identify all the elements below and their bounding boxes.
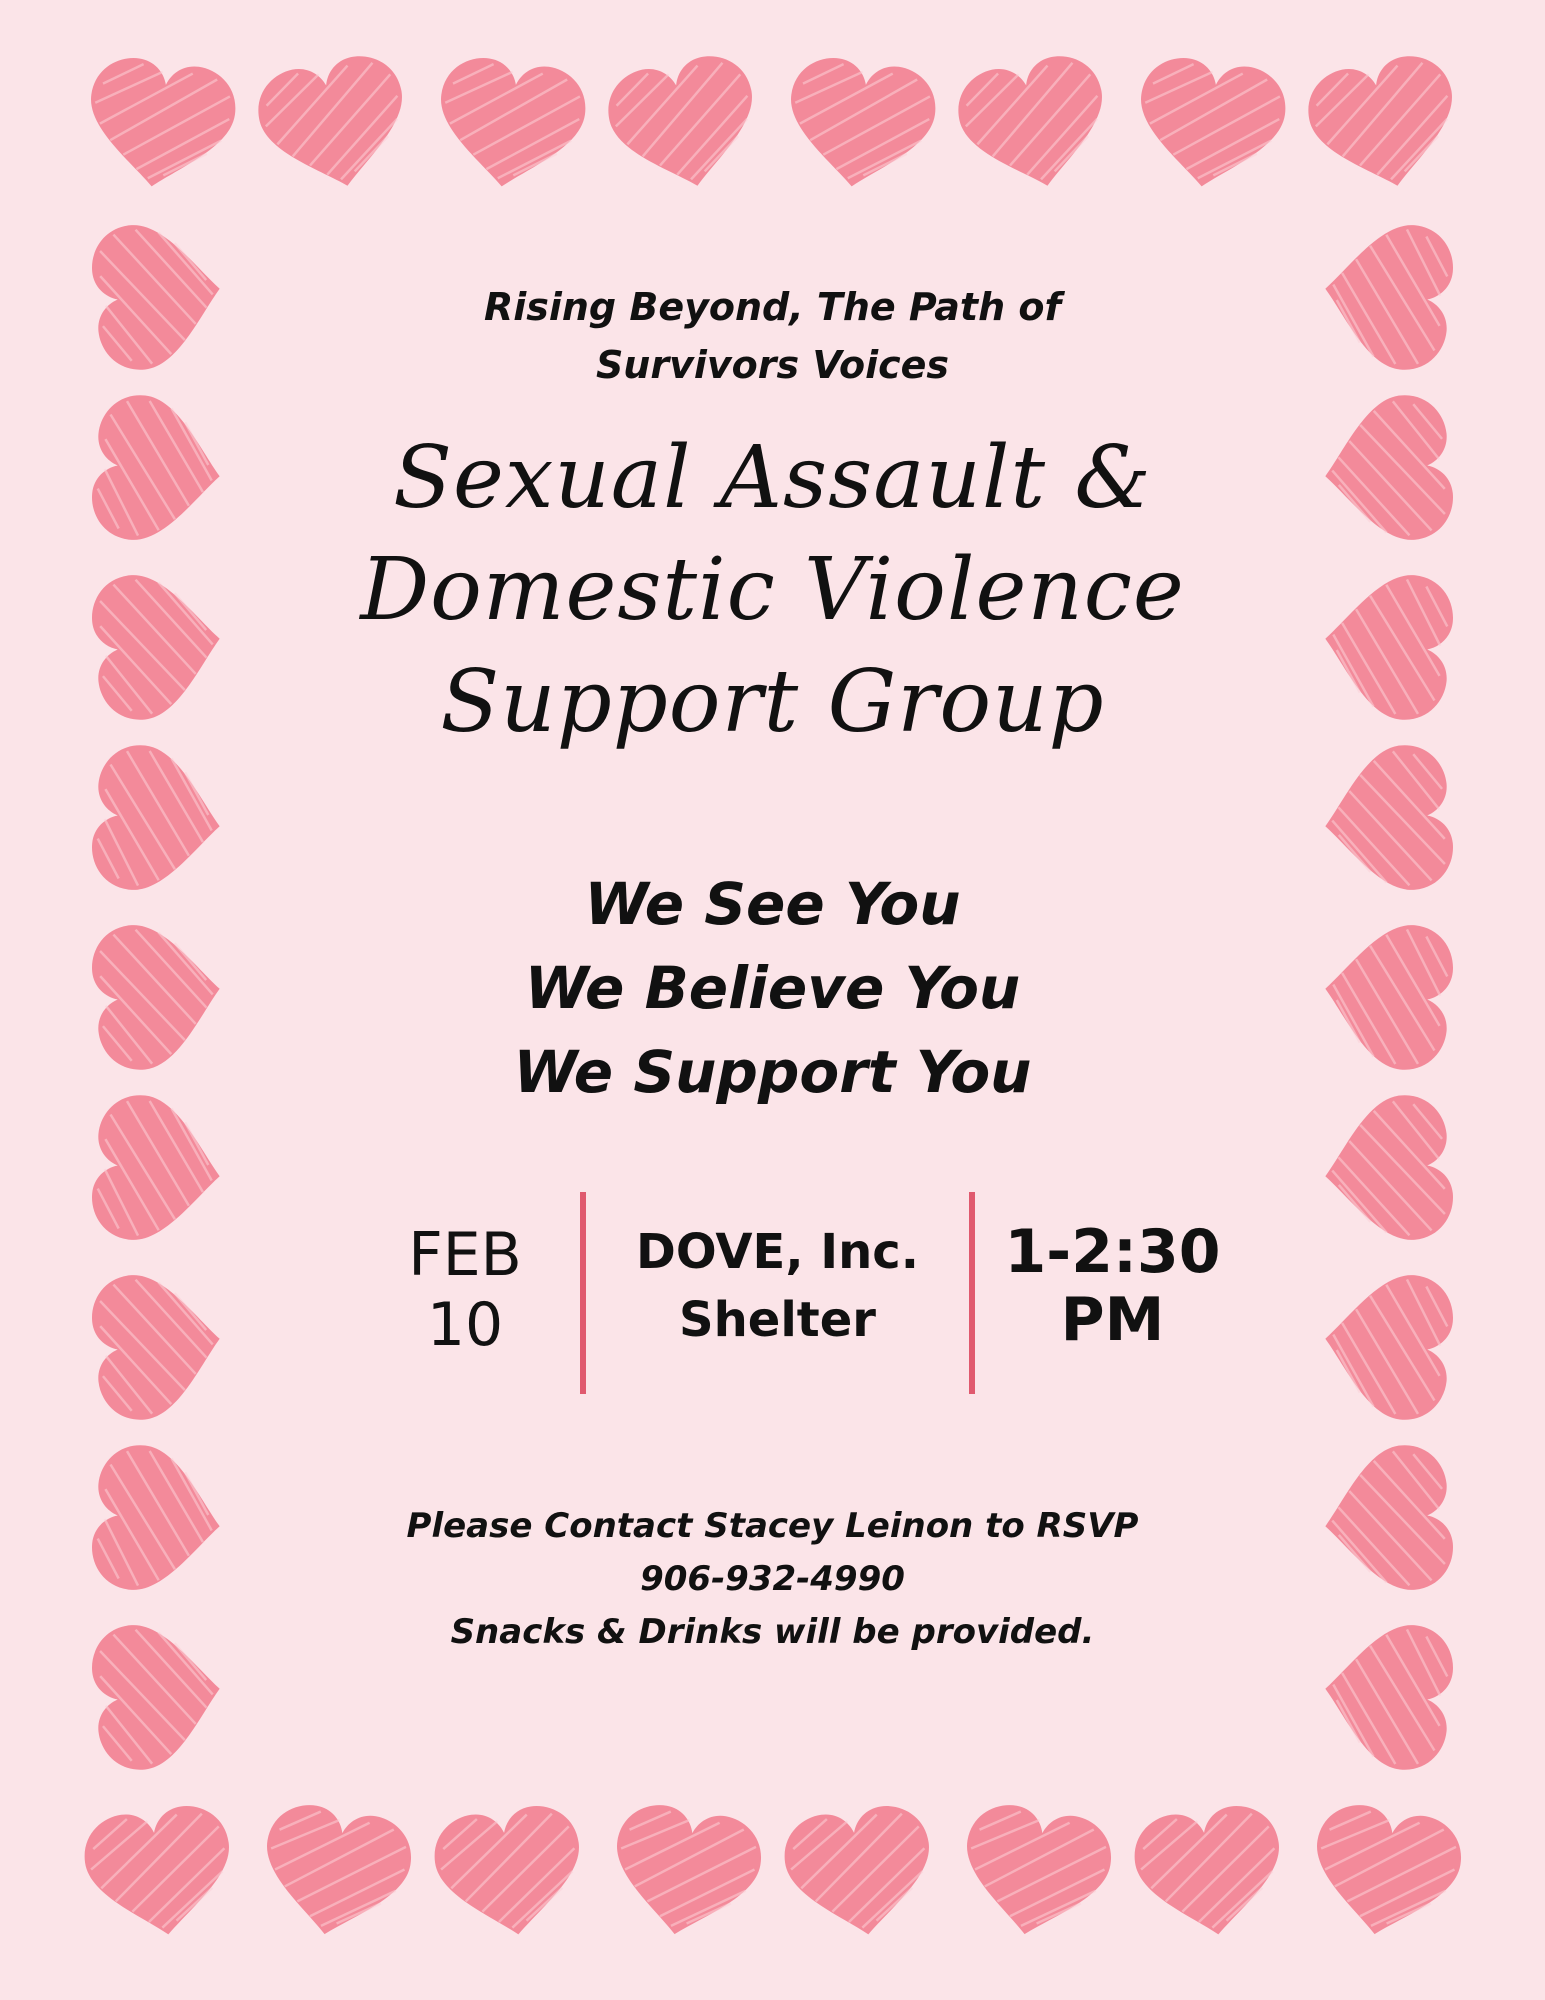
scribbled-heart-icon: [88, 1267, 227, 1424]
scribbled-heart-icon: [1303, 1798, 1468, 1946]
scribbled-heart-icon: [779, 1801, 940, 1945]
rsvp-text: Please Contact Stacey Leinon to RSVP: [406, 1506, 1139, 1546]
scribbled-heart-icon: [80, 53, 241, 197]
scribbled-heart-icon: [953, 1798, 1118, 1946]
scribbled-heart-icon: [1301, 48, 1469, 200]
scribbled-heart-icon: [88, 1091, 227, 1248]
scribbled-heart-icon: [429, 1801, 590, 1945]
divider: [580, 1192, 586, 1394]
scribbled-heart-icon: [251, 48, 419, 200]
scribbled-heart-icon: [601, 48, 769, 200]
title-line-3: Support Group: [440, 652, 1105, 752]
phone-number: 906-932-4990: [640, 1559, 905, 1599]
event-subtitle: [0, 278, 1545, 394]
scribbled-heart-icon: [1318, 1267, 1457, 1424]
divider: [969, 1192, 975, 1394]
scribbled-heart-icon: [780, 53, 941, 197]
affirmation-believe: We Believe You: [524, 954, 1021, 1022]
scribbled-heart-icon: [1130, 53, 1291, 197]
affirmation-see: We See You: [584, 870, 961, 938]
title-line-1: Sexual Assault &: [393, 428, 1152, 528]
venue-detail: Shelter: [679, 1292, 876, 1348]
time-range: 1-2:30: [1004, 1217, 1221, 1287]
contact-info: [0, 1500, 1545, 1659]
refreshments-note: Snacks & Drinks will be provided.: [450, 1612, 1095, 1652]
scribbled-heart-icon: [79, 1801, 240, 1945]
scribbled-heart-icon: [1129, 1801, 1290, 1945]
event-venue: [600, 1218, 955, 1354]
scribbled-heart-icon: [430, 53, 591, 197]
subtitle-line-1: Rising Beyond, The Path of: [483, 285, 1062, 329]
event-date: [370, 1220, 560, 1360]
date-month: FEB: [408, 1220, 522, 1290]
scribbled-heart-icon: [603, 1798, 768, 1946]
scribbled-heart-icon: [1318, 1091, 1457, 1248]
affirmations: [0, 862, 1545, 1114]
date-day: 10: [426, 1290, 504, 1360]
title-line-2: Domestic Violence: [360, 540, 1185, 640]
scribbled-heart-icon: [253, 1798, 418, 1946]
affirmation-support: We Support You: [513, 1038, 1032, 1106]
subtitle-line-2: Survivors Voices: [595, 343, 950, 387]
event-title: [0, 422, 1545, 758]
venue-name: DOVE, Inc.: [636, 1224, 919, 1280]
event-time: [990, 1218, 1235, 1354]
time-period: PM: [1060, 1285, 1165, 1355]
scribbled-heart-icon: [951, 48, 1119, 200]
